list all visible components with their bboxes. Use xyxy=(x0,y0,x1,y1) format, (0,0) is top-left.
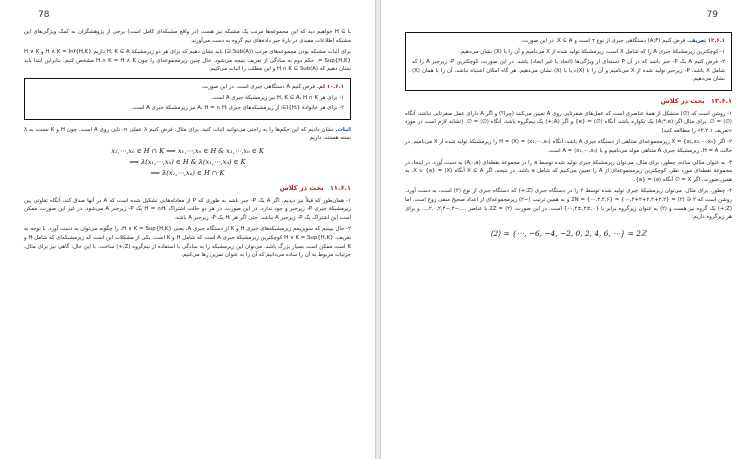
section-number: ۱۳.۶.۱ xyxy=(710,96,732,105)
proof-math-line: x₁,⋯,xₙ ∈ H ∩ K ⟹ x₁,⋯,xₙ ∈ H & x₁,⋯,xₙ ∈ K xyxy=(111,146,264,155)
section-title: بحث در کلاس xyxy=(279,183,324,192)
lemma-item-2: ۲- برای هر خانوادهٔ {Hᵢ}ᵢ∈I از زیرمشبکه‌های جبری A، H = ∩ Hᵢ نیز زیرمشبکهٔ جبری A است. xyxy=(131,105,344,112)
discussion-item-1: ۱- همان‌طور که قبلاً نیز دیدیم، اگر A یک P- جبر باشد به طوری که P از معادله‌هایی تشکیل شده است که A در آنها صدق کند، آنگاه تفاوتی بین زیرمشبکهٔ جبری P- زیرجبر و جود ندارد. در این صورت، در هر دو حالت اشتراک H = ∩Hᵢ یک P- زیرجبر A می‌شود. در غیر این صورت، ممکن است این اشتراک یک P- زیرجبر A نباشد. حتی اگر هر Hᵢ یک P- زیرجبر A باشد. xyxy=(24,197,351,221)
lemma-box xyxy=(24,78,351,120)
lemma-item-1: ۱- برای هر H, K ⊆ A، H ∩ K نیز زیرمشبکهٔ جبری A است. xyxy=(211,94,344,101)
lemma-number: ۱۰.۶.۱ xyxy=(326,83,344,90)
lemma-header xyxy=(31,83,344,92)
definition-number: ۱۲.۶.۱ xyxy=(707,38,725,44)
discussion-item-1: ۱- روشن است که ⟨∅⟩ متشکل از همهٔ عناصری است که عمل‌های صفرتایی روی A تعیین می‌کنند (چرا؟) و اگر A دارای عمل صفرتایی نباشد، آنگاه ⟨∅⟩ = ∅. برای مثال اگر (A;*,e) یک تکواره باشد، آنگاه ⟨∅⟩ = {e} و اگر (A;+) یک نیم‌گروه باشد، آنگاه ⟨∅⟩ = ∅. (تشابه لازم است در مورد «تعریف ۲.۲.۱» را مطالعه کنید) xyxy=(405,110,733,134)
page-number: 79 xyxy=(706,10,718,20)
discussion-item-4: ۴- چطور، برای مثال، می‌توان زیرمشبکهٔ جبری تولید شده توسط ۲ را در دستگاه جبری (Z;+) که دستگاه جبری از نوع (۲) است، به دست آورد. روشن است که ۲ ∈ ⟨۲⟩ = {۲,۲+۲,۲+۲+۲,⋯} = {۲,۴,۶,⋯} = 2N و به همین ترتیب ⟨−۲⟩ زیرمجموعه‌ای از اعداد صحیح منفی زوج است. اما (Z;+) یک گروه نیز هست و ⟨۲⟩ به عنوان زیرگروه برابر با {۰,±۲,±۴,⋯} است. در این صورت، ⟨۲⟩ = 2Z با عناصر …,−۴,−۲,۰,۲,۴,… و برای هر زیرگروه داریم: xyxy=(405,188,732,221)
definition-text: فرض کنیم (A;F) دستگاهی جبری از نوع τ است و X ⊆ A. در این صورت، xyxy=(521,38,686,44)
definition-label: تعریف. xyxy=(687,38,707,44)
discussion-item-3: ۳- به عنوان مثالی ساده، چطور، برای مثال، می‌توان زیرمشبکهٔ جبری تولید شده توسط a را در مجموعهٔ نقطه‌ای (A;·,a) به دست آورد. در اینجا، در مجموعهٔ نقطه‌ای مورد نظر، کوچکترین زیرمجموعه‌ای از A را تعیین می‌کنیم که شامل a باشد. در نتیجه، اگر X ⊆ A آنگاه ⟨X⟩ = X ∪ {a}. به همین صورت، اگر X = ∅ آنگاه ⟨a⟩ = {a}. xyxy=(405,159,732,183)
discussion-item-2: ۲- حال بیینیم که سوپریمم زیرمشبکه‌های جبری H و K از دستگاه جبری A، یعنی H ∨ K = Sup{H,K}، را چگونه می‌توان به دست آورد. با توجه به تعریف، H ∨ K = Sup{H,K} کوچکترین زیرمشبکهٔ جبری A است که شامل H و K است. یکی از مشکلات این است که زیرمشبکه‌ای که شامل H و K است ممکن است بسیار بزرگ باشد. می‌توان این زیرمشبکه را به سادگی با استفاده از نیم‌گروه (Z,+) ساخت. با این حال، گاهی نیز برای مثال، جزئیات مربوط به آن را ساده می‌دانیم که آن را به عنوان تمرین رها می‌کنیم. xyxy=(24,226,352,259)
intro-paragraph: H ⊆ L خواهیم دید که این مجموعه‌ها مرتب یک مشبکه نیز هست (در واقع مشبکه‌ای کامل است) برخی از پژوهشگران به کمک ویژگی‌های این مشبکه اطلاعات مفیدی در بارهٔ جبر داده‌های نیم گروه به دست می‌آورند. xyxy=(24,29,351,44)
page-number: 78 xyxy=(38,10,50,20)
section-title: بحث در کلاس xyxy=(660,96,705,105)
section-heading xyxy=(24,184,351,193)
proof-math-line: ⟹ λ(x₁,⋯,xₙ) ∈ H & λ(x₁,⋯,xₙ) ∈ K xyxy=(129,157,246,166)
left-page-content xyxy=(24,28,351,453)
final-equation: ⟨2⟩ = {⋯, −6, −4, −2, 0, 2, 4, 6, ⋯} = 2ℤ xyxy=(490,228,647,238)
discussion-item-2: ۲- اگر X = {x₁,x₂,⋯,xₙ} زیرمجموعه‌ای متناهی از دستگاه جبری A باشد، آنگاه H = ⟨X⟩ = ⟨x₁,⋯,xₙ⟩ را زیرمشبکهٔ تولید شده از X می‌نامیم. در حالت H = A، زیرمشبکهٔ جبری A متناهی مولد می‌نامیم و یا A = ⟨x₁,⋯,xₙ⟩ است. xyxy=(405,139,732,154)
section-heading xyxy=(405,97,732,106)
definition-header xyxy=(412,37,725,46)
section-number: ۱۱.۶.۱ xyxy=(329,183,351,192)
proof-paragraph xyxy=(24,126,351,143)
definition-item-1: ۱- کوچکترین زیرمشبکهٔ جبری A را که شامل X است، زیرمشبکهٔ تولید شده از X می‌نامیم و آن را با ⟨X⟩ نشان می‌دهیم. xyxy=(459,48,725,55)
lattice-paragraph: برای اثبات مشبکه بودن مجموعه‌های مرتب (Sub(A),⊆) باید نشان دهیم که برای هر دو زیرمشبکهٔ H, K ⊆ A داریم H ∧ K = Inf{H,K} و H ∨ K = Sup{H,K}. حکم دوم به سادگی از تعریف نتیجه می‌شود. حال چنین زیرمجموعه‌ای را چون H ∩ K = H ∧ K مشخص کنیم. بنابراین ابتدا باید نشان دهیم که H ∩ K ⊆ Sub(A) و این مطلب را اثبات می‌کنیم. xyxy=(24,49,351,73)
left-page xyxy=(0,0,376,459)
right-page xyxy=(380,0,756,459)
definition-item-2: ۲- فرض کنیم A یک P- جبر باشد که در آن P دسته‌ای از ویژگی‌ها (اتحاد یا غیر اتحاد) باشد. در این صورت، کوچکترین P- زیرجبر A را که شامل X باشد، P- زیرجبر تولید شده از X می‌نامیم و آن را با ⟨X⟩ₚ یا با ⟨X⟩ نشان می‌دهیم. هر گاه امکان اشتباه نباشد، آن را با همان ⟨X⟩ نشان می‌دهیم. xyxy=(412,59,726,83)
proof-label: اثبات. xyxy=(335,126,352,133)
definition-box xyxy=(405,32,732,91)
proof-text: نشان دادیم که این حکم‌ها را به راحتی می‌توانید اثبات کنید. برای مثال، فرض کنیم λ عملی n- تایی روی A است. چون H و K نسبت به λ بسته هستند، داریم xyxy=(24,126,351,142)
proof-math-line: ⟹ λ(x₁,⋯,xₙ) ∈ H ∩ K xyxy=(150,168,225,177)
lemma-text: فرض کنیم A دستگاهی جبری است. در این صورت، xyxy=(201,83,315,90)
right-page-content xyxy=(405,28,732,453)
lemma-label: لم. xyxy=(316,83,326,90)
